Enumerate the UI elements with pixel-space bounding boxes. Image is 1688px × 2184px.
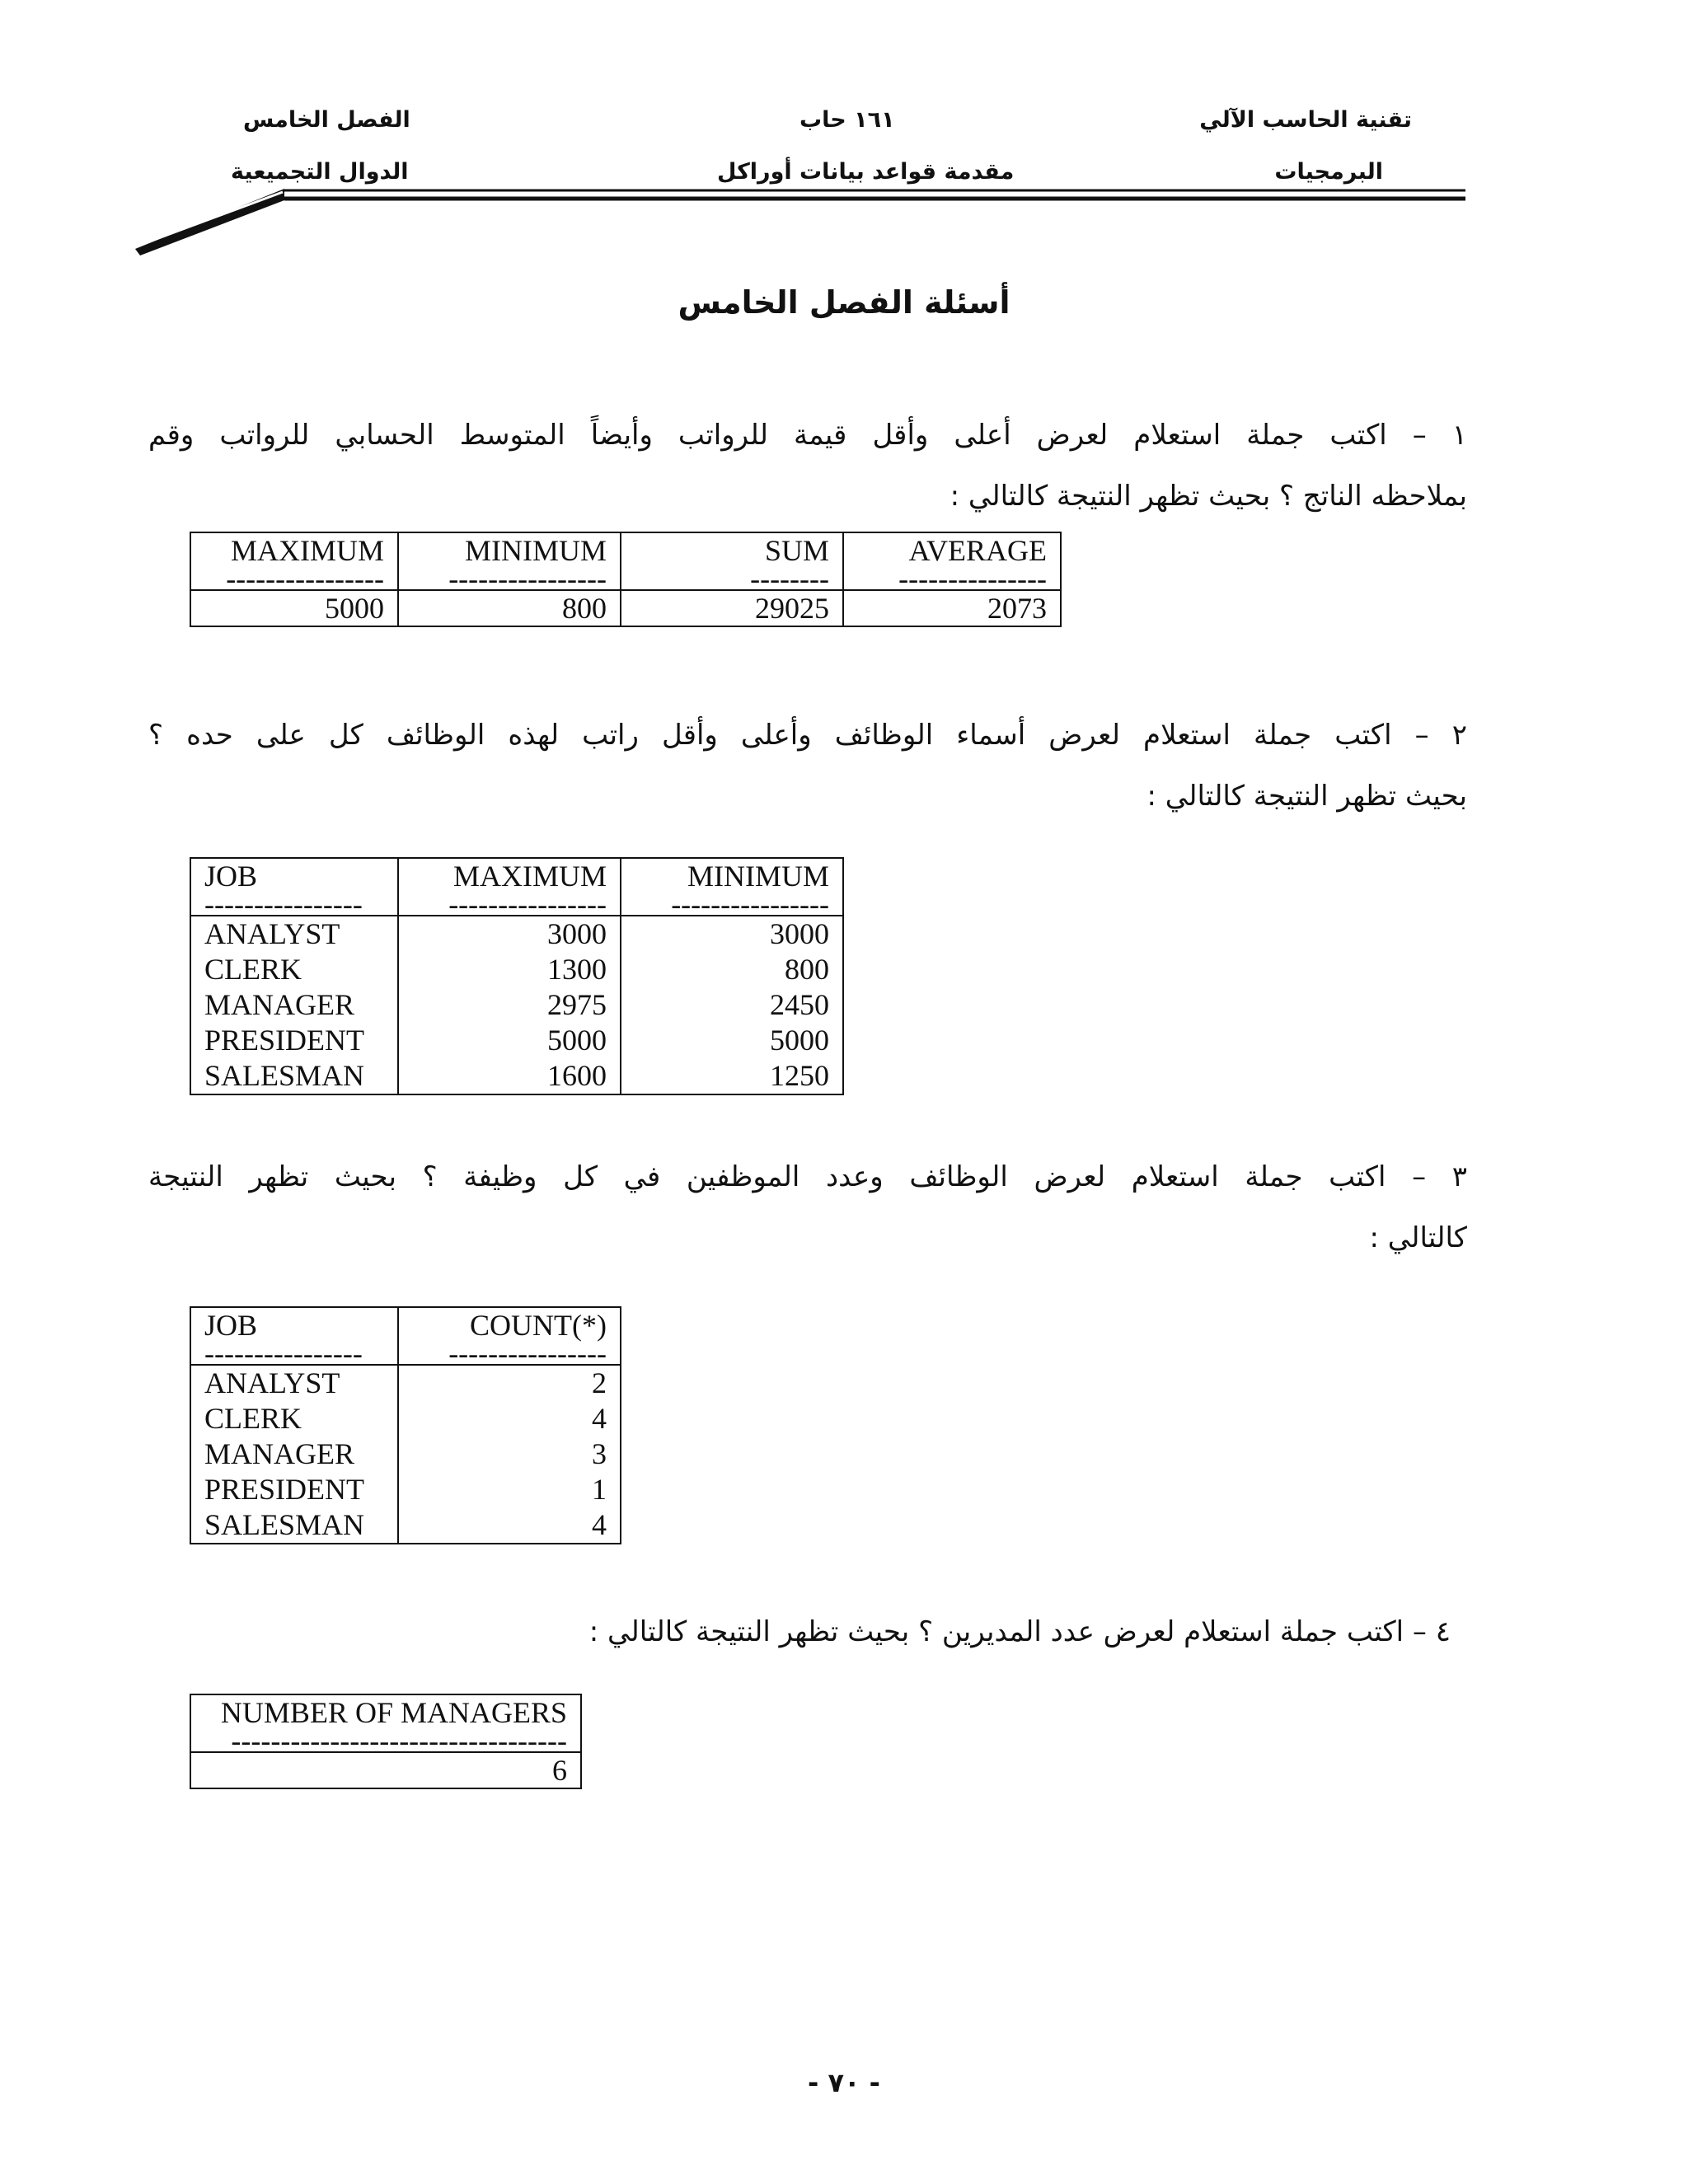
column-header: MINIMUM [687,860,829,893]
table-row [190,1694,581,1752]
question-2-line-2: بحيث تظهر النتيجة كالتالي : [1146,780,1467,813]
question-1-line-1: ١ – اكتب جملة استعلام لعرض أعلى وأقل قيمة للرواتب وأيضاً المتوسط الحسابي للرواتب وقم [148,419,1467,452]
separator: ---------------------------------- [231,1730,567,1751]
column-header: SUM [764,534,829,567]
question-3-line-2: كالتالي : [1369,1221,1467,1254]
table-row [190,916,843,1094]
list-item: MANAGER [204,988,355,1021]
column-header: MAXIMUM [230,534,384,567]
page-number: - ٧٠ - [808,2067,880,2098]
list-item: 2 [592,1366,607,1399]
column-header: MINIMUM [464,534,607,567]
cell-maximum: 5000 [190,590,398,626]
list-item: 2975 [547,988,607,1021]
question-1-line-2: بملاحظه الناتج ؟ بحيث تظهر النتيجة كالتالي : [950,480,1467,513]
question-4-line-1: ٤ – اكتب جملة استعلام لعرض عدد المديرين ؟ بحيث تظهر النتيجة كالتالي : [588,1615,1451,1648]
list-item: ANALYST [204,917,340,950]
header-center-bottom: مقدمة قواعد بيانات أوراكل [717,159,1015,185]
list-item: 800 [785,953,829,986]
table-number-of-managers [190,1694,582,1789]
table-row [190,590,1061,626]
list-item: MANAGER [204,1437,355,1470]
table-row [190,1752,581,1788]
count-column [398,1365,621,1544]
table-job-max-min [190,857,844,1095]
table-job-count [190,1306,621,1544]
list-item: 3000 [547,917,607,950]
question-3-line-1: ٣ – اكتب جملة استعلام لعرض الوظائف وعدد الموظفين في كل وظيفة ؟ بحيث تظهر النتيجة [148,1160,1467,1193]
table-row [190,858,843,916]
list-item: 1600 [547,1059,607,1092]
list-item: ANALYST [204,1366,340,1399]
list-item: PRESIDENT [204,1473,365,1506]
job-column [190,1365,398,1544]
list-item: 4 [592,1402,607,1435]
separator: ---------------- [448,1343,607,1364]
separator: ---------------- [204,1343,363,1364]
column-header: JOB [204,1309,258,1342]
header-right-bottom: البرمجيات [1274,159,1383,185]
column-header: JOB [204,860,258,893]
list-item: 2450 [770,988,829,1021]
table-row [190,1307,621,1365]
header-left-top: الفصل الخامس [243,107,410,133]
cell-number-of-managers: 6 [190,1752,581,1788]
column-header: COUNT(*) [470,1309,607,1342]
separator: --------------- [898,568,1047,589]
list-item: CLERK [204,953,302,986]
separator: ---------------- [204,893,363,915]
list-item: 4 [592,1508,607,1541]
column-header: AVERAGE [908,534,1047,567]
list-item: 3 [592,1437,607,1470]
header-rule [0,0,1688,272]
list-item: 1300 [547,953,607,986]
separator: ---------------- [671,893,829,915]
list-item: 5000 [770,1024,829,1057]
page-title: أسئلة الفصل الخامس [678,284,1010,321]
list-item: 1250 [770,1059,829,1092]
minimum-column [621,916,843,1094]
cell-minimum: 800 [398,590,621,626]
table-row [190,1365,621,1544]
table-aggregates [190,532,1062,627]
separator: ---------------- [448,893,607,915]
maximum-column [398,916,621,1094]
separator: ---------------- [226,568,384,589]
job-column [190,916,398,1094]
list-item: 5000 [547,1024,607,1057]
header-center-top: ١٦١ حاب [799,107,895,133]
cell-average: 2073 [843,590,1061,626]
question-2-line-1: ٢ – اكتب جملة استعلام لعرض أسماء الوظائف وأعلى وأقل راتب لهذه الوظائف كل على حده ؟ [148,719,1467,752]
list-item: SALESMAN [204,1508,365,1541]
list-item: 3000 [770,917,829,950]
list-item: CLERK [204,1402,302,1435]
separator: -------- [750,568,829,589]
list-item: PRESIDENT [204,1024,365,1057]
header-right-top: تقنية الحاسب الآلي [1199,107,1412,133]
separator: ---------------- [448,568,607,589]
column-header: MAXIMUM [452,860,607,893]
column-header: NUMBER OF MANAGERS [220,1696,567,1729]
list-item: SALESMAN [204,1059,365,1092]
cell-sum: 29025 [621,590,843,626]
list-item: 1 [592,1473,607,1506]
header-left-bottom: الدوال التجميعية [231,159,409,185]
table-row [190,532,1061,590]
